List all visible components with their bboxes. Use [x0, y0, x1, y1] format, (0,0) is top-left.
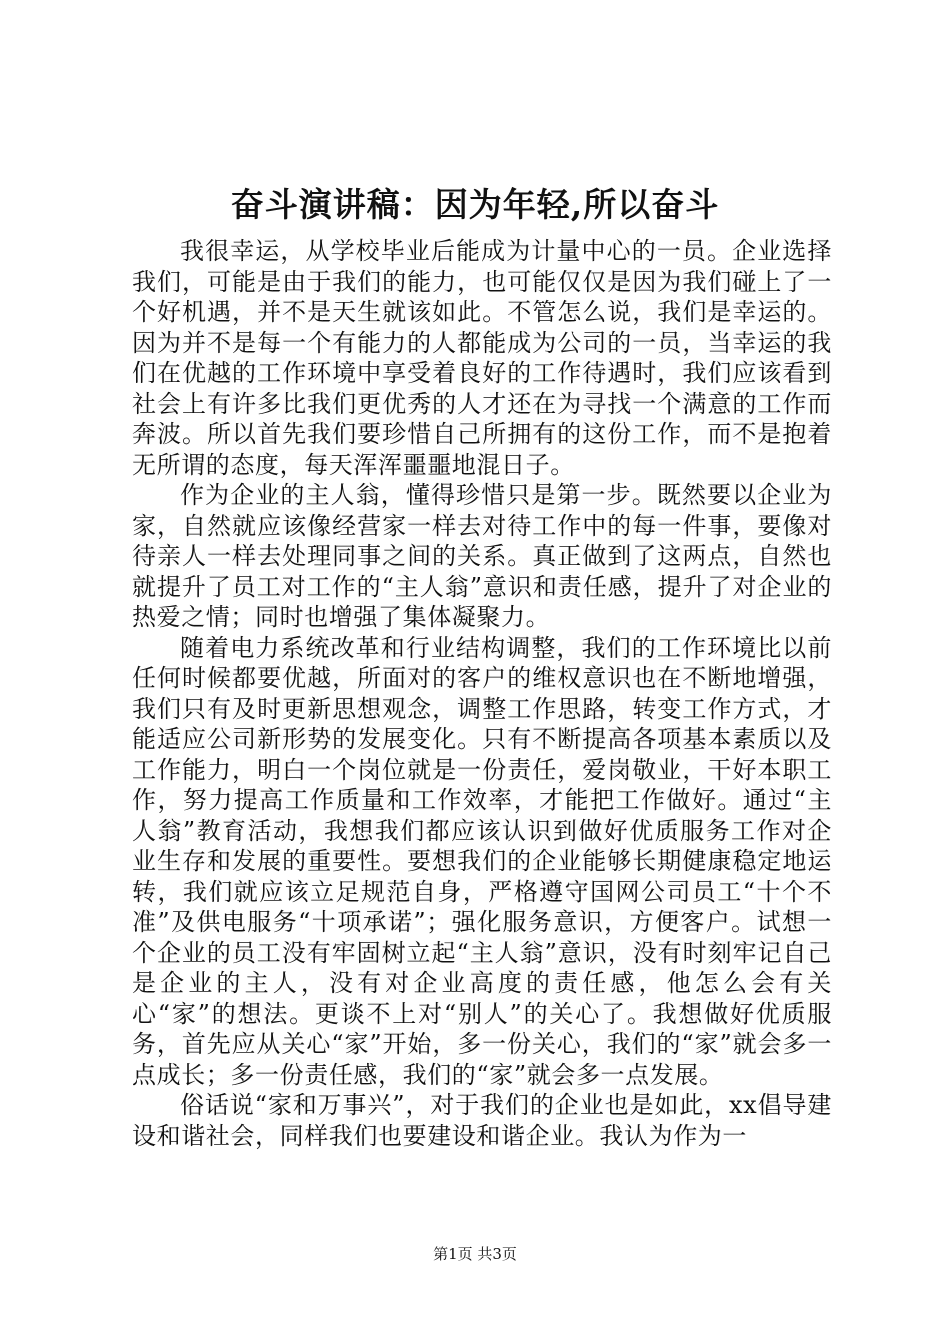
paragraph-1: 我很幸运，从学校毕业后能成为计量中心的一员。企业选择我们，可能是由于我们的能力，也可能仅仅是因为我们碰上了一个好机遇，并不是天生就该如此。不管怎么说，我们是幸运的。因为并不是每一个有能力的人都能成为公司的一员，当幸运的我们在优越的工作环境中享受着良好的工作待遇时，我们应该看到社会上有许多比我们更优秀的人才还在为寻找一个满意的工作而奔波。所以首先我们要珍惜自己所拥有的这份工作，而不是抱着无所谓的态度，每天浑浑噩噩地混日子。 — [132, 237, 832, 479]
page-number-footer: 第1页 共3页 — [433, 1245, 517, 1263]
paragraph-2: 作为企业的主人翁，懂得珍惜只是第一步。既然要以企业为家，自然就应该像经营家一样去对待工作中的每一件事，要像对待亲人一样去处理同事之间的关系。真正做到了这两点，自然也就提升了员工对工作的“主人翁”意识和责任感，提升了对企业的热爱之情；同时也增强了集体凝聚力。 — [132, 481, 832, 631]
document-title: 奋斗演讲稿：因为年轻,所以奋斗 — [230, 185, 720, 224]
paragraph-3: 随着电力系统改革和行业结构调整，我们的工作环境比以前任何时候都要优越，所面对的客户的维权意识也在不断地增强，我们只有及时更新思想观念，调整工作思路，转变工作方式，才能适应公司新形势的发展变化。只有不断提高各项基本素质以及工作能力，明白一个岗位就是一份责任，爱岗敬业，干好本职工作，努力提高工作质量和工作效率，才能把工作做好。通过“主人翁”教育活动，我想我们都应该认识到做好优质服务工作对企业生存和发展的重要性。要想我们的企业能够长期健康稳定地运转，我们就应该立足规范自身，严格遵守国网公司员工“十个不准”及供电服务“十项承诺”；强化服务意识，方便客户。试想一个企业的员工没有牢固树立起“主人翁”意识，没有时刻牢记自己是企业的主人，没有对企业高度的责任感，他怎么会有关心“家”的想法。更谈不上对“别人”的关心了。我想做好优质服务，首先应从关心“家”开始，多一份关心，我们的“家”就会多一点成长；多一份责任感，我们的“家”就会多一点发展。 — [132, 633, 832, 1089]
document-body — [132, 236, 832, 1151]
paragraph-4: 俗话说“家和万事兴”，对于我们的企业也是如此，xx倡导建设和谐社会，同样我们也要建设和谐企业。我认为作为一 — [132, 1091, 832, 1150]
